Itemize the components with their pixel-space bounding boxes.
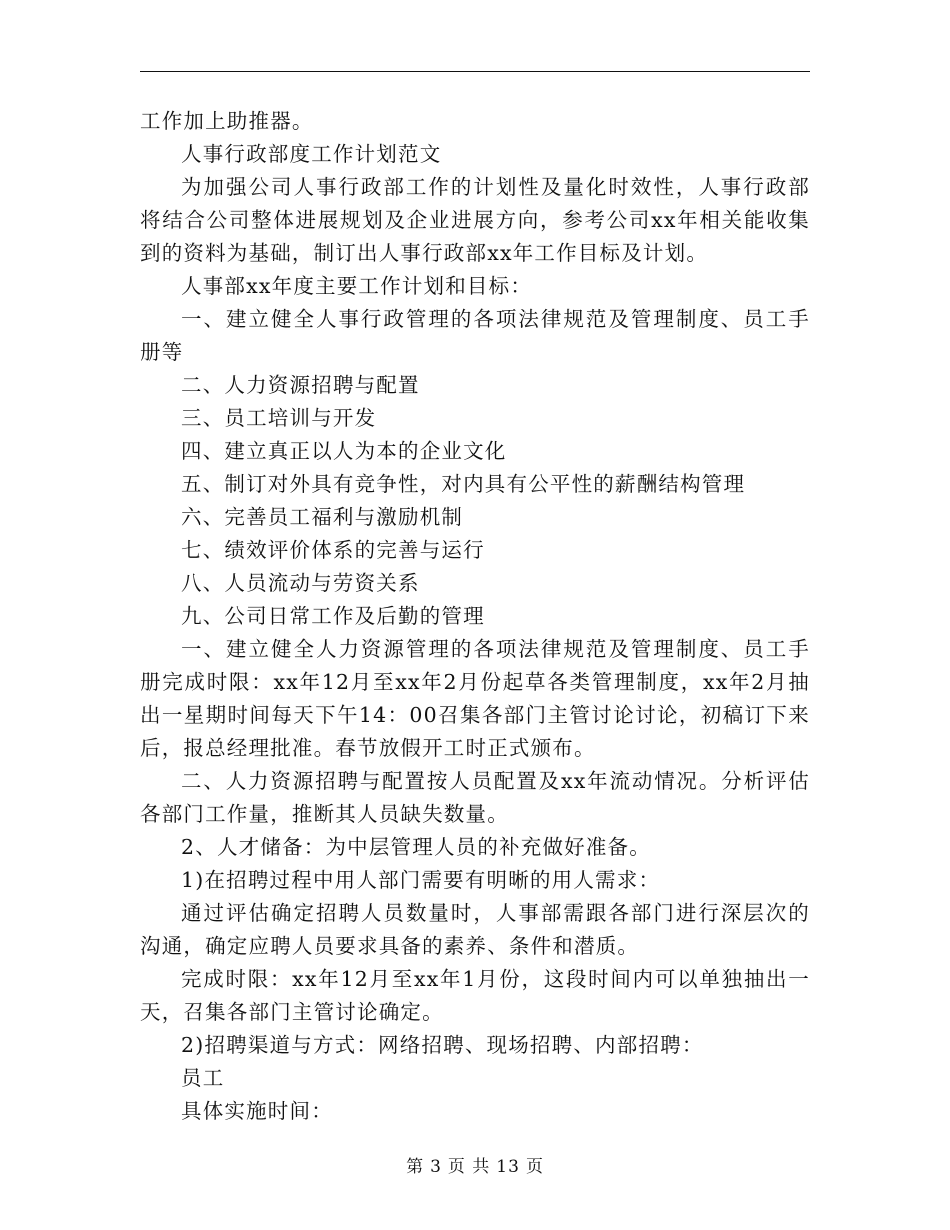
list-item: 五、制订对外具有竞争性，对内具有公平性的薪酬结构管理 — [181, 472, 746, 496]
paragraph: 1)在招聘过程中用人部门需要有明晰的用人需求： — [181, 868, 661, 892]
paragraph: 2、人才储备：为中层管理人员的补充做好准备。 — [181, 835, 651, 859]
list-item: 七、绩效评价体系的完善与运行 — [181, 538, 485, 562]
paragraph: 工作加上助推器。 — [140, 109, 314, 133]
footer-total-pages: 13 — [496, 1157, 520, 1177]
paragraph: 2)招聘渠道与方式：网络招聘、现场招聘、内部招聘： — [181, 1033, 704, 1057]
paragraph: 员工 — [181, 1066, 225, 1090]
footer-current-page: 3 — [430, 1157, 442, 1177]
list-item: 八、人员流动与劳资关系 — [181, 571, 420, 595]
list-item: 二、人力资源招聘与配置 — [181, 373, 420, 397]
paragraph: 为加强公司人事行政部工作的计划性及量化时效性，人事行政部将结合公司整体进展规划及企业进展方向，参考公司xx年相关能收集到的资料为基础，制订出人事行政部xx年工作目标及计划。 — [140, 175, 810, 265]
footer-middle: 页 共 — [447, 1157, 491, 1177]
list-item: 三、员工培训与开发 — [181, 406, 377, 430]
paragraph: 人事部xx年度主要工作计划和目标： — [181, 274, 533, 298]
section-heading: 人事行政部度工作计划范文 — [181, 142, 442, 166]
paragraph: 一、建立健全人力资源管理的各项法律规范及管理制度、员工手册完成时限：xx年12月至xx年2月份起草各类管理制度，xx年2月抽出一星期时间每天下午14：00召集各部门主管讨论讨论，初稿订下来后，报总经理批准。春节放假开工时正式颁布。 — [140, 637, 810, 760]
paragraph: 二、人力资源招聘与配置按人员配置及xx年流动情况。分析评估各部门工作量，推断其人员缺失数量。 — [140, 769, 810, 826]
list-item: 六、完善员工福利与激励机制 — [181, 505, 464, 529]
page-number-footer — [0, 1152, 950, 1177]
list-item: 九、公司日常工作及后勤的管理 — [181, 604, 485, 628]
header-rule — [140, 71, 810, 72]
footer-suffix: 页 — [525, 1157, 544, 1177]
paragraph: 具体实施时间： — [181, 1099, 333, 1123]
paragraph: 通过评估确定招聘人员数量时，人事部需跟各部门进行深层次的沟通，确定应聘人员要求具备的素养、条件和潜质。 — [140, 901, 810, 958]
list-item: 四、建立真正以人为本的企业文化 — [181, 439, 507, 463]
document-body — [140, 105, 810, 1128]
paragraph: 完成时限：xx年12月至xx年1月份，这段时间内可以单独抽出一天，召集各部门主管讨论确定。 — [140, 967, 810, 1024]
list-item: 一、建立健全人事行政管理的各项法律规范及管理制度、员工手册等 — [140, 307, 810, 364]
footer-prefix: 第 — [406, 1157, 425, 1177]
